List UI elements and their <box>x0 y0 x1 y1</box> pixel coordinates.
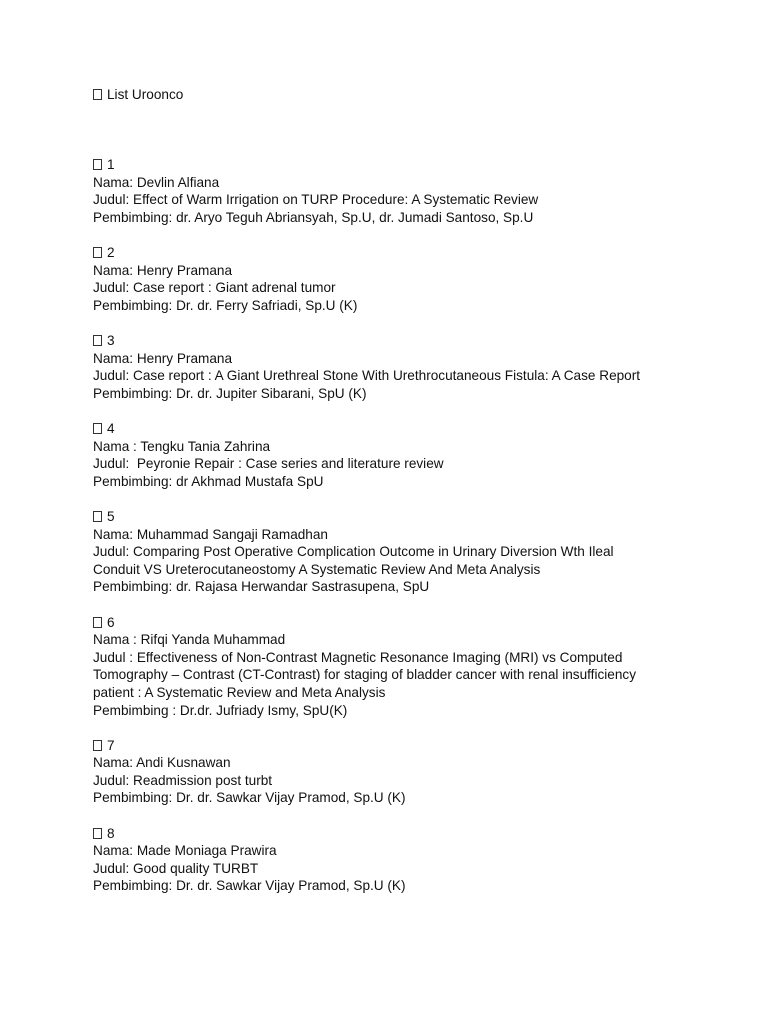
entry-number-line <box>93 156 733 174</box>
entry-judul: Judul: Good quality TURBT <box>93 860 259 876</box>
entry-list <box>93 156 733 895</box>
missing-glyph-icon <box>93 617 102 628</box>
entry-number-line <box>93 332 733 350</box>
missing-glyph-icon <box>93 740 102 751</box>
entry-judul: Judul: Effect of Warm Irrigation on TURP Procedure: A Systematic Review <box>93 192 539 208</box>
entry-judul: Judul: Case report : Giant adrenal tumor <box>93 280 336 296</box>
list-item <box>93 244 733 314</box>
entry-pembimbing: Pembimbing : Dr.dr. Jufriady Ismy, SpU(K) <box>93 702 348 718</box>
missing-glyph-icon <box>93 511 102 522</box>
entry-judul: Judul: Case report : A Giant Urethreal Stone With Urethrocutaneous Fistula: A Case Report <box>93 368 641 384</box>
document-title <box>93 86 733 104</box>
entry-number-line <box>93 614 733 632</box>
entry-judul: Conduit VS Ureterocutaneostomy A Systematic Review And Meta Analysis <box>93 561 541 577</box>
entry-number: 8 <box>107 825 115 841</box>
entry-nama: Nama: Henry Pramana <box>93 350 233 366</box>
entry-pembimbing: Pembimbing: Dr. dr. Sawkar Vijay Pramod, Sp.U (K) <box>93 790 406 806</box>
entry-pembimbing: Pembimbing: dr Akhmad Mustafa SpU <box>93 473 324 489</box>
list-item <box>93 332 733 402</box>
entry-number: 5 <box>107 508 115 524</box>
missing-glyph-icon <box>93 828 102 839</box>
entry-judul: Judul: Comparing Post Operative Complication Outcome in Urinary Diversion Wth Ileal <box>93 544 614 560</box>
list-item <box>93 508 733 596</box>
missing-glyph-icon <box>93 247 102 258</box>
entry-number: 3 <box>107 333 115 349</box>
missing-glyph-icon <box>93 159 102 170</box>
entry-number: 6 <box>107 614 115 630</box>
entry-pembimbing: Pembimbing: Dr. dr. Sawkar Vijay Pramod, Sp.U (K) <box>93 878 406 894</box>
entry-pembimbing: Pembimbing: dr. Aryo Teguh Abriansyah, Sp.U, dr. Jumadi Santoso, Sp.U <box>93 209 534 225</box>
document-page <box>93 86 733 913</box>
entry-judul: Tomography – Contrast (CT-Contrast) for staging of bladder cancer with renal insufficiency <box>93 667 636 683</box>
entry-judul: Judul: Readmission post turbt <box>93 772 273 788</box>
title-text: List Uroonco <box>107 87 184 102</box>
entry-number-line <box>93 420 733 438</box>
entry-judul: Judul : Effectiveness of Non-Contrast Magnetic Resonance Imaging (MRI) vs Computed <box>93 649 623 665</box>
list-item <box>93 737 733 807</box>
missing-glyph-icon <box>93 335 102 346</box>
entry-judul: patient : A Systematic Review and Meta Analysis <box>93 684 386 700</box>
entry-number: 4 <box>107 421 115 436</box>
entry-number: 2 <box>107 245 115 261</box>
entry-pembimbing: Pembimbing: dr. Rajasa Herwandar Sastrasupena, SpU <box>93 579 430 595</box>
entry-number-line <box>93 737 733 755</box>
missing-glyph-icon <box>93 423 102 434</box>
list-item <box>93 156 733 226</box>
entry-number-line <box>93 244 733 262</box>
entry-nama: Nama : Rifqi Yanda Muhammad <box>93 632 286 648</box>
list-item <box>93 614 733 720</box>
entry-pembimbing: Pembimbing: Dr. dr. Ferry Safriadi, Sp.U (K) <box>93 297 358 313</box>
entry-number: 7 <box>107 737 115 753</box>
entry-pembimbing: Pembimbing: Dr. dr. Jupiter Sibarani, SpU (K) <box>93 385 367 401</box>
entry-nama: Nama: Henry Pramana <box>93 262 233 278</box>
entry-nama: Nama: Muhammad Sangaji Ramadhan <box>93 526 328 542</box>
entry-number-line <box>93 825 733 843</box>
entry-nama: Nama : Tengku Tania Zahrina <box>93 438 271 454</box>
entry-judul: Judul: Peyronie Repair : Case series and literature review <box>93 456 444 472</box>
missing-glyph-icon <box>93 89 102 100</box>
entry-nama: Nama: Andi Kusnawan <box>93 755 231 771</box>
list-item <box>93 825 733 895</box>
entry-nama: Nama: Made Moniaga Prawira <box>93 843 277 859</box>
entry-nama: Nama: Devlin Alfiana <box>93 174 220 190</box>
list-item <box>93 420 733 490</box>
entry-number-line <box>93 508 733 526</box>
entry-number: 1 <box>107 157 115 173</box>
